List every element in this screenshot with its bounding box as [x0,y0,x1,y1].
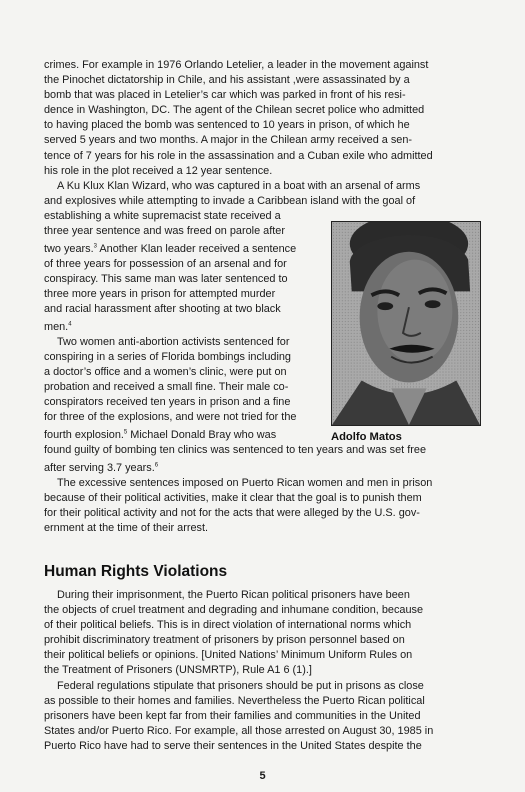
paragraph-letelier: crimes. For example in 1976 Orlando Letelier, a leader in the movement against the Pinochet dictatorship in Chile, and his assistant ,were assassinated by a bomb that was placed in Letelier’s car which was parked in front of his resi- dence in Washington, DC. The agent of the Chilean secret police who admitted to having placed the bomb was sentenced to 10 years in prison, of which he served 5 years and two months. A major in the Chilean army received a sen- tence of 7 years for his role in the assassination and a Cuban exile who admitted his role in the plot received a 12 year sentence. [44,59,433,177]
paragraph-federal-regulations: Federal regulations stipulate that prisoners should be put in prisons as close as possible to their homes and families. Nevertheless the Puerto Rican political prisoners have been kept far from their families and communities in the United States and/or Puerto Rico. For example, all those arrested on August 30, 1985 in Puerto Rico have had to serve their sentences in the United States despite the [44,679,434,752]
page-number: 5 [259,770,266,782]
section-heading: Human Rights Violations [44,563,228,580]
footnote-ref-5: 5 [123,429,128,436]
paragraph-human-rights: During their imprisonment, the Puerto Rican political prisoners have been the objects of cruel treatment and degrading and inhumane condition, because of their political beliefs. This is in direct violation of international norms which prohibit discriminatory treatment of prisoners by prison personnel based on their political beliefs or opinions. [United Nations’ Minimum Uniform Rules on the Treatment of Prisoners (UNSMRTP), Rule A1 6 (1).] [44,589,424,677]
footnote-ref-3: 3 [93,243,97,250]
footnote-ref-6: 6 [154,462,159,469]
footnote-ref-4: 4 [68,321,72,328]
lower-text-column [44,588,481,754]
paragraph-klan: A Ku Klux Klan Wizard, who was captured in a boat with an arsenal of arms and explosives while attempting to invade a Caribbean island with the goal of establishing a white supremacist state received a three year sentence and was freed on parole after two years.$^3$ Another Klan leader received a sentence of three years for possession of an arsenal and for conspiracy. This same man was later sentenced to three more years in prison for attempted murder and racial harassment after shooting at two black men.$^4$ [44,179,421,333]
portrait-caption: Adolfo Matos [331,431,402,443]
portrait-photo [331,221,481,426]
paragraph-anti-abortion: Two women anti-abortion activists sentenced for conspiring in a series of Florida bombings including a doctor’s office and a women’s clinic, were put on probation and received a small fine. Their male co- conspirators received ten years in prison and a fine for three of the explosions, and were not tried for the fourth explosion.$^5$ Michael Donald Bray who was found guilty of bombing ten clinics was sentenced to ten years and was set free after serving 3.7 years.$^6$ [44,335,426,474]
paragraph-excessive-sentences: The excessive sentences imposed on Puerto Rican women and men in prison because of their political activities, make it clear that the goal is to punish them for their political activity and not for the acts that were alleged by the U.S. gov- ernment at the time of their arrest. [44,477,433,535]
portrait-figure [331,221,481,444]
